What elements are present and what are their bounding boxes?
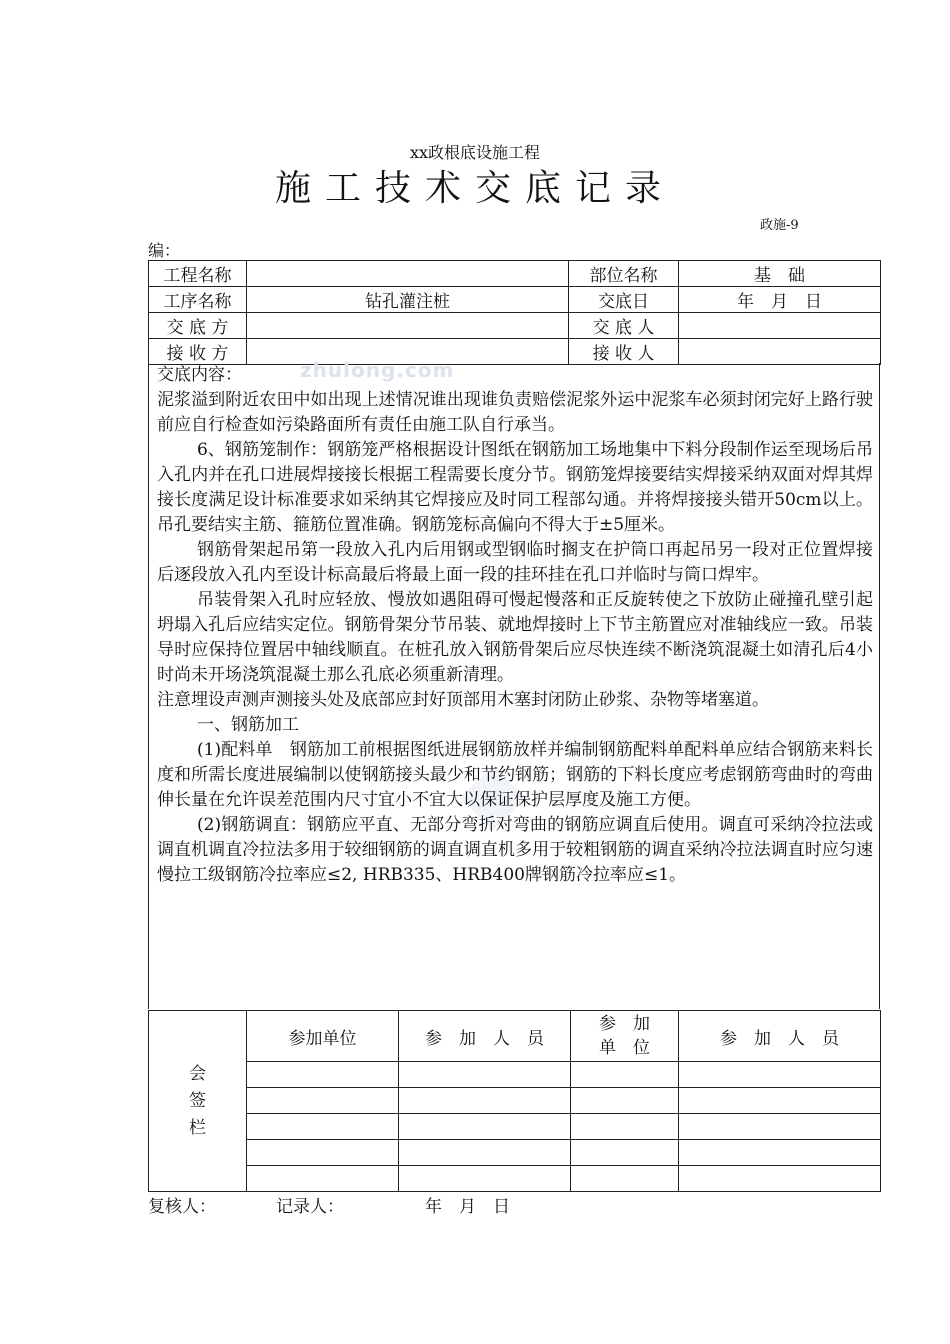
- staff-header-2: 参 加 人 员: [679, 1011, 881, 1062]
- content-area: [148, 363, 880, 1009]
- sign-cell[interactable]: [247, 1166, 399, 1192]
- sign-cell[interactable]: [399, 1088, 571, 1114]
- sign-cell[interactable]: [571, 1088, 679, 1114]
- sign-cell[interactable]: [679, 1140, 881, 1166]
- staff-header-1: 参 加 人 员: [399, 1011, 571, 1062]
- sign-cell[interactable]: [571, 1166, 679, 1192]
- sign-cell[interactable]: [571, 1140, 679, 1166]
- sign-cell[interactable]: [571, 1114, 679, 1140]
- date-value: 年 月 日: [679, 287, 881, 313]
- sign-cell[interactable]: [399, 1062, 571, 1088]
- sign-cell[interactable]: [679, 1166, 881, 1192]
- content-paragraph: 注意埋设声测声测接头处及底部应封好顶部用木塞封闭防止砂浆、杂物等堵塞道。: [157, 690, 769, 710]
- process-label: 工序名称: [149, 287, 247, 313]
- sign-cell[interactable]: [399, 1140, 571, 1166]
- sign-cell[interactable]: [679, 1062, 881, 1088]
- giver-party-value: [247, 313, 569, 339]
- receiver-value: [679, 339, 881, 365]
- document-title: 施工技术交底记录: [274, 168, 675, 209]
- signature-table: [148, 1010, 881, 1192]
- sign-cell[interactable]: [247, 1062, 399, 1088]
- date-label: 交底日: [569, 287, 679, 313]
- giver-value: [679, 313, 881, 339]
- sign-cell[interactable]: [679, 1114, 881, 1140]
- project-name-label: 工程名称: [149, 261, 247, 287]
- receiver-label: 接 收 人: [569, 339, 679, 365]
- unit-header-2-text: 参 加 单 位: [599, 1014, 667, 1058]
- position-value: 基 础: [679, 261, 881, 287]
- reviewer-label: 复核人：: [148, 1197, 216, 1217]
- sign-cell[interactable]: [571, 1062, 679, 1088]
- giver-label: 交 底 人: [569, 313, 679, 339]
- content-paragraph: (2)钢筋调直：钢筋应平直、无部分弯折对弯曲的钢筋应调直后使用。调直可采纳冷拉法或调直机调直冷拉法多用于较细钢筋的调直调直机多用于较粗钢筋的调直采纳冷拉法调直时应匀速慢拉工级钢筋冷拉率应≤2, HRB335、HRB400牌钢筋冷拉率应≤1。: [157, 815, 873, 885]
- serial-label: 编：: [148, 241, 181, 260]
- content-paragraph: 6、钢筋笼制作：钢筋笼严格根据设计图纸在钢筋加工场地集中下料分段制作运至现场后吊入孔内并在孔口进展焊接接长根据工程需要长度分节。钢筋笼焊接要结实焊接采纳双面对焊其焊接长度满足设计标准要求如采纳其它焊接应及时同工程部勾通。并将焊接接头错开50cm以上。吊孔要结实主筋、箍筋位置准确。钢筋笼标高偏向不得大于±5厘米。: [157, 440, 873, 535]
- sign-cell[interactable]: [247, 1140, 399, 1166]
- signature-side-label: [149, 1011, 247, 1192]
- footer-date: 年 月 日: [425, 1197, 510, 1217]
- content-paragraph: 吊装骨架入孔时应轻放、慢放如遇阻碍可慢起慢落和正反旋转使之下放防止碰撞孔壁引起坍塌入孔后应结实定位。钢筋骨架分节吊装、就地焊接时上下节主筋置应对准轴线应一致。吊装导时应保持位置居中轴线顺直。在桩孔放入钢筋骨架后应尽快连续不断浇筑混凝土如清孔后4小时尚未开场浇筑混凝土那么孔底必须重新清理。: [157, 590, 873, 685]
- recorder-label: 记录人：: [276, 1197, 344, 1217]
- sign-cell[interactable]: [247, 1088, 399, 1114]
- position-label: 部位名称: [569, 261, 679, 287]
- unit-header-2: [571, 1011, 679, 1062]
- sign-cell[interactable]: [679, 1088, 881, 1114]
- project-name-value: [247, 261, 569, 287]
- process-value: 钻孔灌注桩: [247, 287, 569, 313]
- content-paragraph: (1)配料单 钢筋加工前根据图纸进展钢筋放样并编制钢筋配料单配料单应结合钢筋来料长度和所需长度进展编制以使钢筋接头最少和节约钢筋；钢筋的下料长度应考虑钢筋弯曲时的弯曲伸长量在允许误差范围内尺寸宜小不宜大以保证保护层厚度及施工方便。: [157, 740, 873, 810]
- content-label: 交底内容：: [157, 365, 242, 385]
- receiver-party-label: 接 收 方: [149, 339, 247, 365]
- signature-side-text: 会签栏: [189, 1063, 206, 1138]
- section-heading: 一、钢筋加工: [197, 715, 299, 735]
- sign-cell[interactable]: [399, 1166, 571, 1192]
- giver-party-label: 交 底 方: [149, 313, 247, 339]
- unit-header-1: 参加单位: [247, 1011, 399, 1062]
- content-paragraph: 泥浆溢到附近农田中如出现上述情况谁出现谁负责赔偿泥浆外运中泥浆车必须封闭完好上路行驶前应自行检查如污染路面所有责任由施工队自行承当。: [157, 390, 873, 435]
- info-table: [148, 260, 881, 365]
- project-subtitle: xx政根底设施工程: [409, 143, 541, 162]
- sign-cell[interactable]: [247, 1114, 399, 1140]
- sign-cell[interactable]: [399, 1114, 571, 1140]
- form-code: 政施-9: [760, 218, 799, 233]
- watermark-text: zhulong.com: [300, 358, 455, 382]
- content-paragraph: 钢筋骨架起吊第一段放入孔内后用钢或型钢临时搁支在护筒口再起吊另一段对正位置焊接后逐段放入孔内至设计标高最后将最上面一段的挂环挂在孔口并临时与筒口焊牢。: [157, 540, 873, 585]
